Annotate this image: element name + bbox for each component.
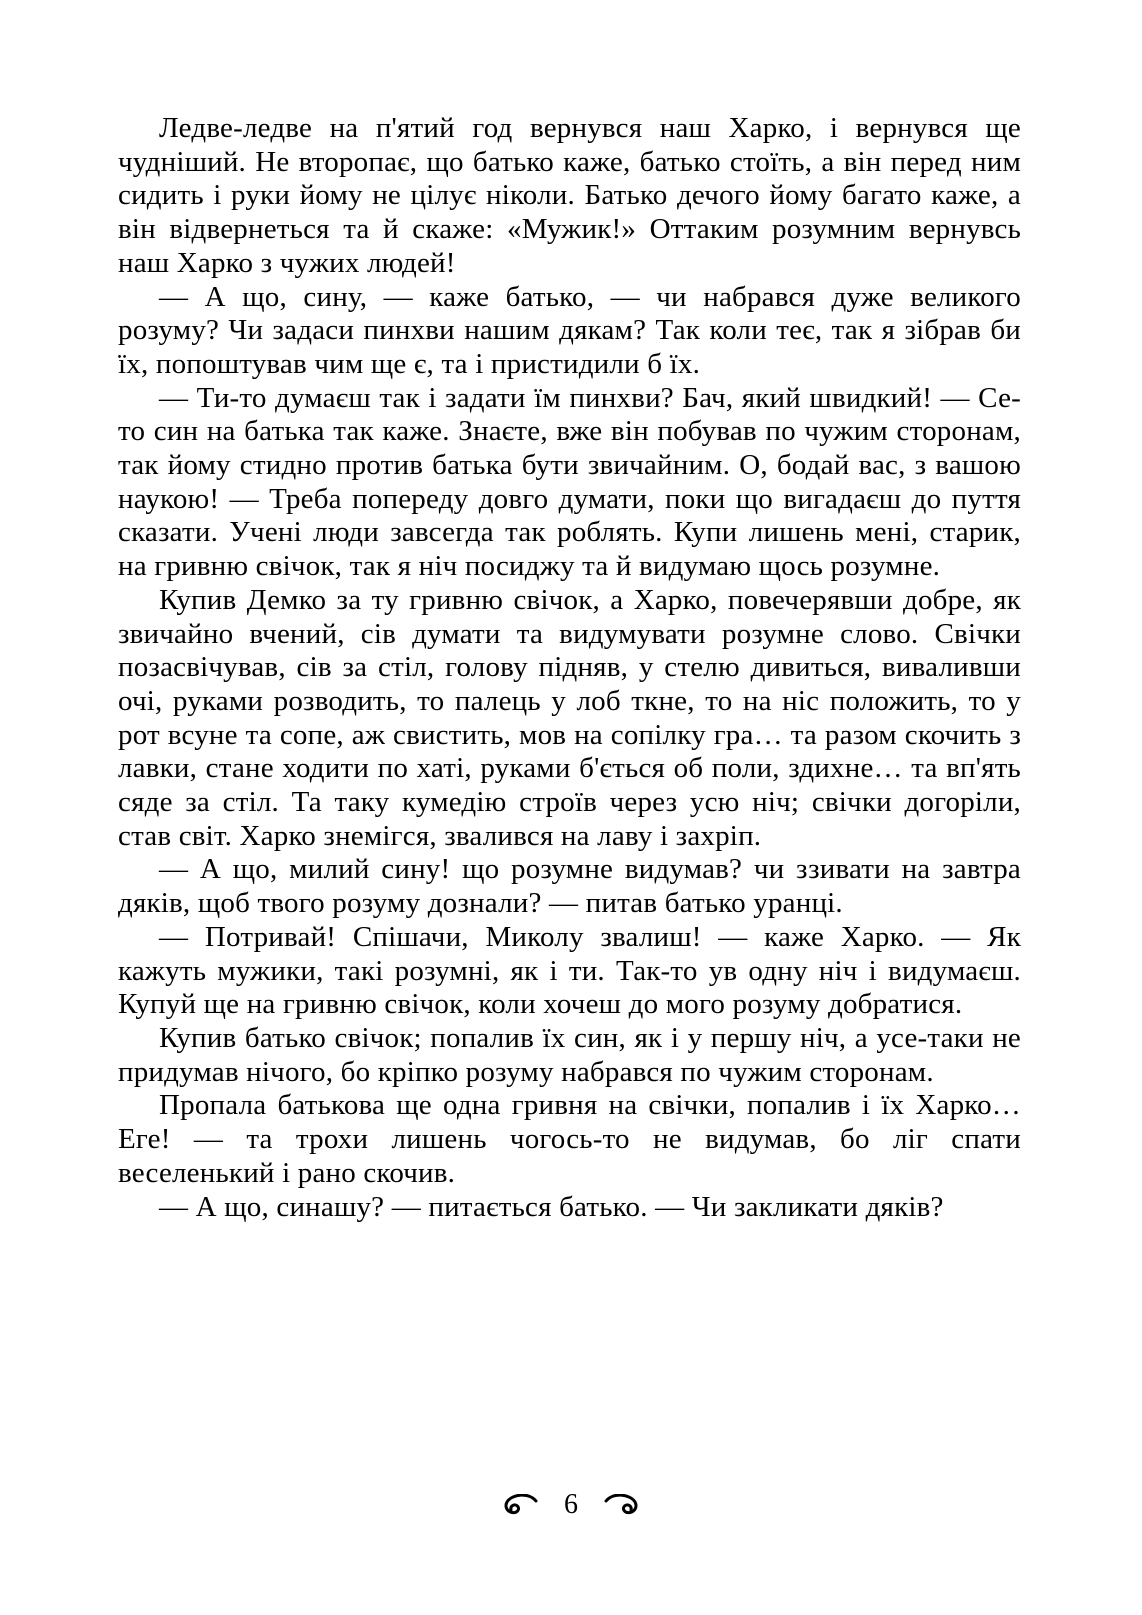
- page-number: 6: [564, 1489, 578, 1520]
- paragraph: — Ти-то думаєш так і задати їм пинхви? Бач, який швидкий! — Се-то син на батька так каже. Знаєте, вже він побував по чужим сторонам, так йому стидно против батька бути звичайним. О, бодай вас, з вашою наукою! — Треба попереду довго думати, поки що вигадаєш до пуття сказати. Учені люди завсегда так роблять. Купи лишень мені, старик, на гривню свічок, так я ніч посиджу та й видумаю щось розумне.: [118, 381, 1021, 583]
- paragraph: — А що, милий сину! що розумне видумав? чи ззивати на завтра дяків, щоб твого розуму дознали? — питав батько уранці.: [118, 853, 1021, 920]
- paragraph: Ледве-ледве на п'ятий год вернувся наш Харко, і вернувся ще чудніший. Не второпає, що батько каже, батько стоїть, а він перед ним сидить і руки йому не цілує ніколи. Батько дечого йому багато каже, а він відвернеться та й скаже: «Мужик!» Оттаким розумним вернувсь наш Харко з чужих людей!: [118, 112, 1021, 279]
- paragraph: Купив батько свічок; попалив їх син, як і у першу ніч, а усе-таки не придумав нічого, бо кріпко розуму набрався по чужим сторонам.: [118, 1021, 1021, 1088]
- page-footer: [0, 1483, 1142, 1527]
- flourish-right-icon: [604, 1494, 638, 1516]
- paragraph: Купив Демко за ту гривню свічок, а Харко, повечерявши добре, як звичайно вчений, сів думати та видумувати розумне слово. Свічки позасвічував, сів за стіл, голову підняв, у стелю дивиться, виваливши очі, руками розводить, то палець у лоб ткне, то на ніс положить, то у рот всуне та сопе, аж свистить, мов на сопілку гра… та разом скочить з лавки, стане ходити по хаті, руками б'ється об поли, здихне… та вп'ять сяде за стіл. Та таку кумедію строїв через усю ніч; свічки догоріли, став світ. Харко знемігся, звалився на лаву і захріп.: [118, 583, 1021, 852]
- page-text-block: [118, 112, 1021, 1224]
- flourish-left-icon: [504, 1494, 538, 1516]
- paragraph: — Потривай! Спішачи, Миколу звалиш! — каже Харко. — Як кажуть мужики, такі розумні, як і ти. Так-то ув одну ніч і видумаєш. Купуй ще на гривню свічок, коли хочеш до мого розуму добратися.: [118, 920, 1021, 1021]
- paragraph: — А що, синашу? — питається батько. — Чи закликати дяків?: [159, 1190, 944, 1223]
- paragraph: Пропала батькова ще одна гривня на свічки, попалив і їх Харко… Еге! — та трохи лишень чогось-то не видумав, бо ліг спати веселенький і рано скочив.: [118, 1089, 1021, 1189]
- paragraph: — А що, сину, — каже батько, — чи набрався дуже великого розуму? Чи задаси пинхви нашим дякам? Так коли теє, так я зібрав би їх, попоштував чим ще є, та і пристидили б їх.: [118, 280, 1021, 380]
